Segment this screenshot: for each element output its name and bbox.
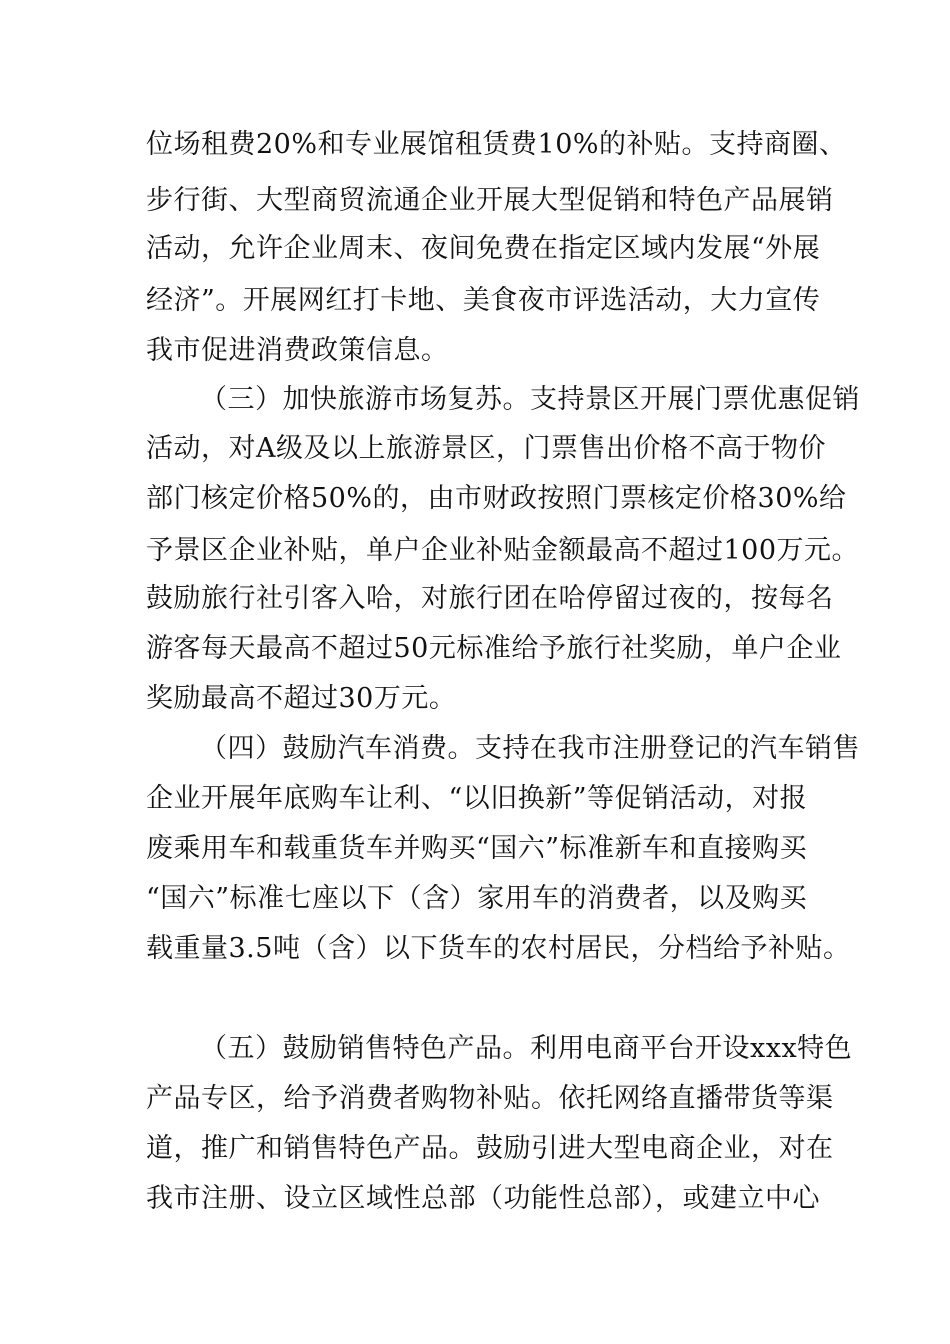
text-line: 鼓励旅行社引客入哈，对旅行团在哈停留过夜的，按每名	[146, 583, 834, 614]
text-line: 我市促进消费政策信息。	[146, 335, 449, 366]
text-line: 活动，对A级及以上旅游景区，门票售出价格不高于物价	[146, 433, 826, 464]
text-line: 奖励最高不超过30万元。	[146, 683, 457, 714]
text-line: 游客每天最高不超过50元标准给予旅行社奖励，单户企业	[146, 633, 842, 664]
text-line: 部门核定价格50%的，由市财政按照门票核定价格30%给	[146, 483, 847, 514]
text-line: 企业开展年底购车让利、“以旧换新”等促销活动，对报	[146, 783, 808, 814]
text-line: （三）加快旅游市场复苏。支持景区开展门票优惠促销	[200, 384, 860, 415]
text-line: 道，推广和销售特色产品。鼓励引进大型电商企业，对在	[146, 1133, 834, 1164]
text-line: （四）鼓励汽车消费。支持在我市注册登记的汽车销售	[200, 733, 860, 764]
text-line: 我市注册、设立区域性总部（功能性总部），或建立中心	[146, 1183, 820, 1214]
text-line: 产品专区，给予消费者购物补贴。依托网络直播带货等渠	[146, 1083, 834, 1114]
text-line: 废乘用车和载重货车并购买“国六”标准新车和直接购买	[146, 833, 808, 864]
text-line: 经济”。开展网红打卡地、美食夜市评选活动，大力宣传	[146, 285, 821, 316]
text-line: （五）鼓励销售特色产品。利用电商平台开设xxx特色	[200, 1033, 853, 1064]
text-line: 步行街、大型商贸流通企业开展大型促销和特色产品展销	[146, 185, 834, 216]
text-line: 位场租费20%和专业展馆租赁费10%的补贴。支持商圈、	[146, 129, 847, 160]
text-line: “国六”标准七座以下（含）家用车的消费者，以及购买	[146, 883, 808, 914]
text-line: 载重量3.5吨（含）以下货车的农村居民，分档给予补贴。	[146, 933, 851, 964]
text-line: 活动，允许企业周末、夜间免费在指定区域内发展“外展	[146, 233, 821, 264]
text-line: 予景区企业补贴，单户企业补贴金额最高不超过100万元。	[146, 535, 860, 566]
